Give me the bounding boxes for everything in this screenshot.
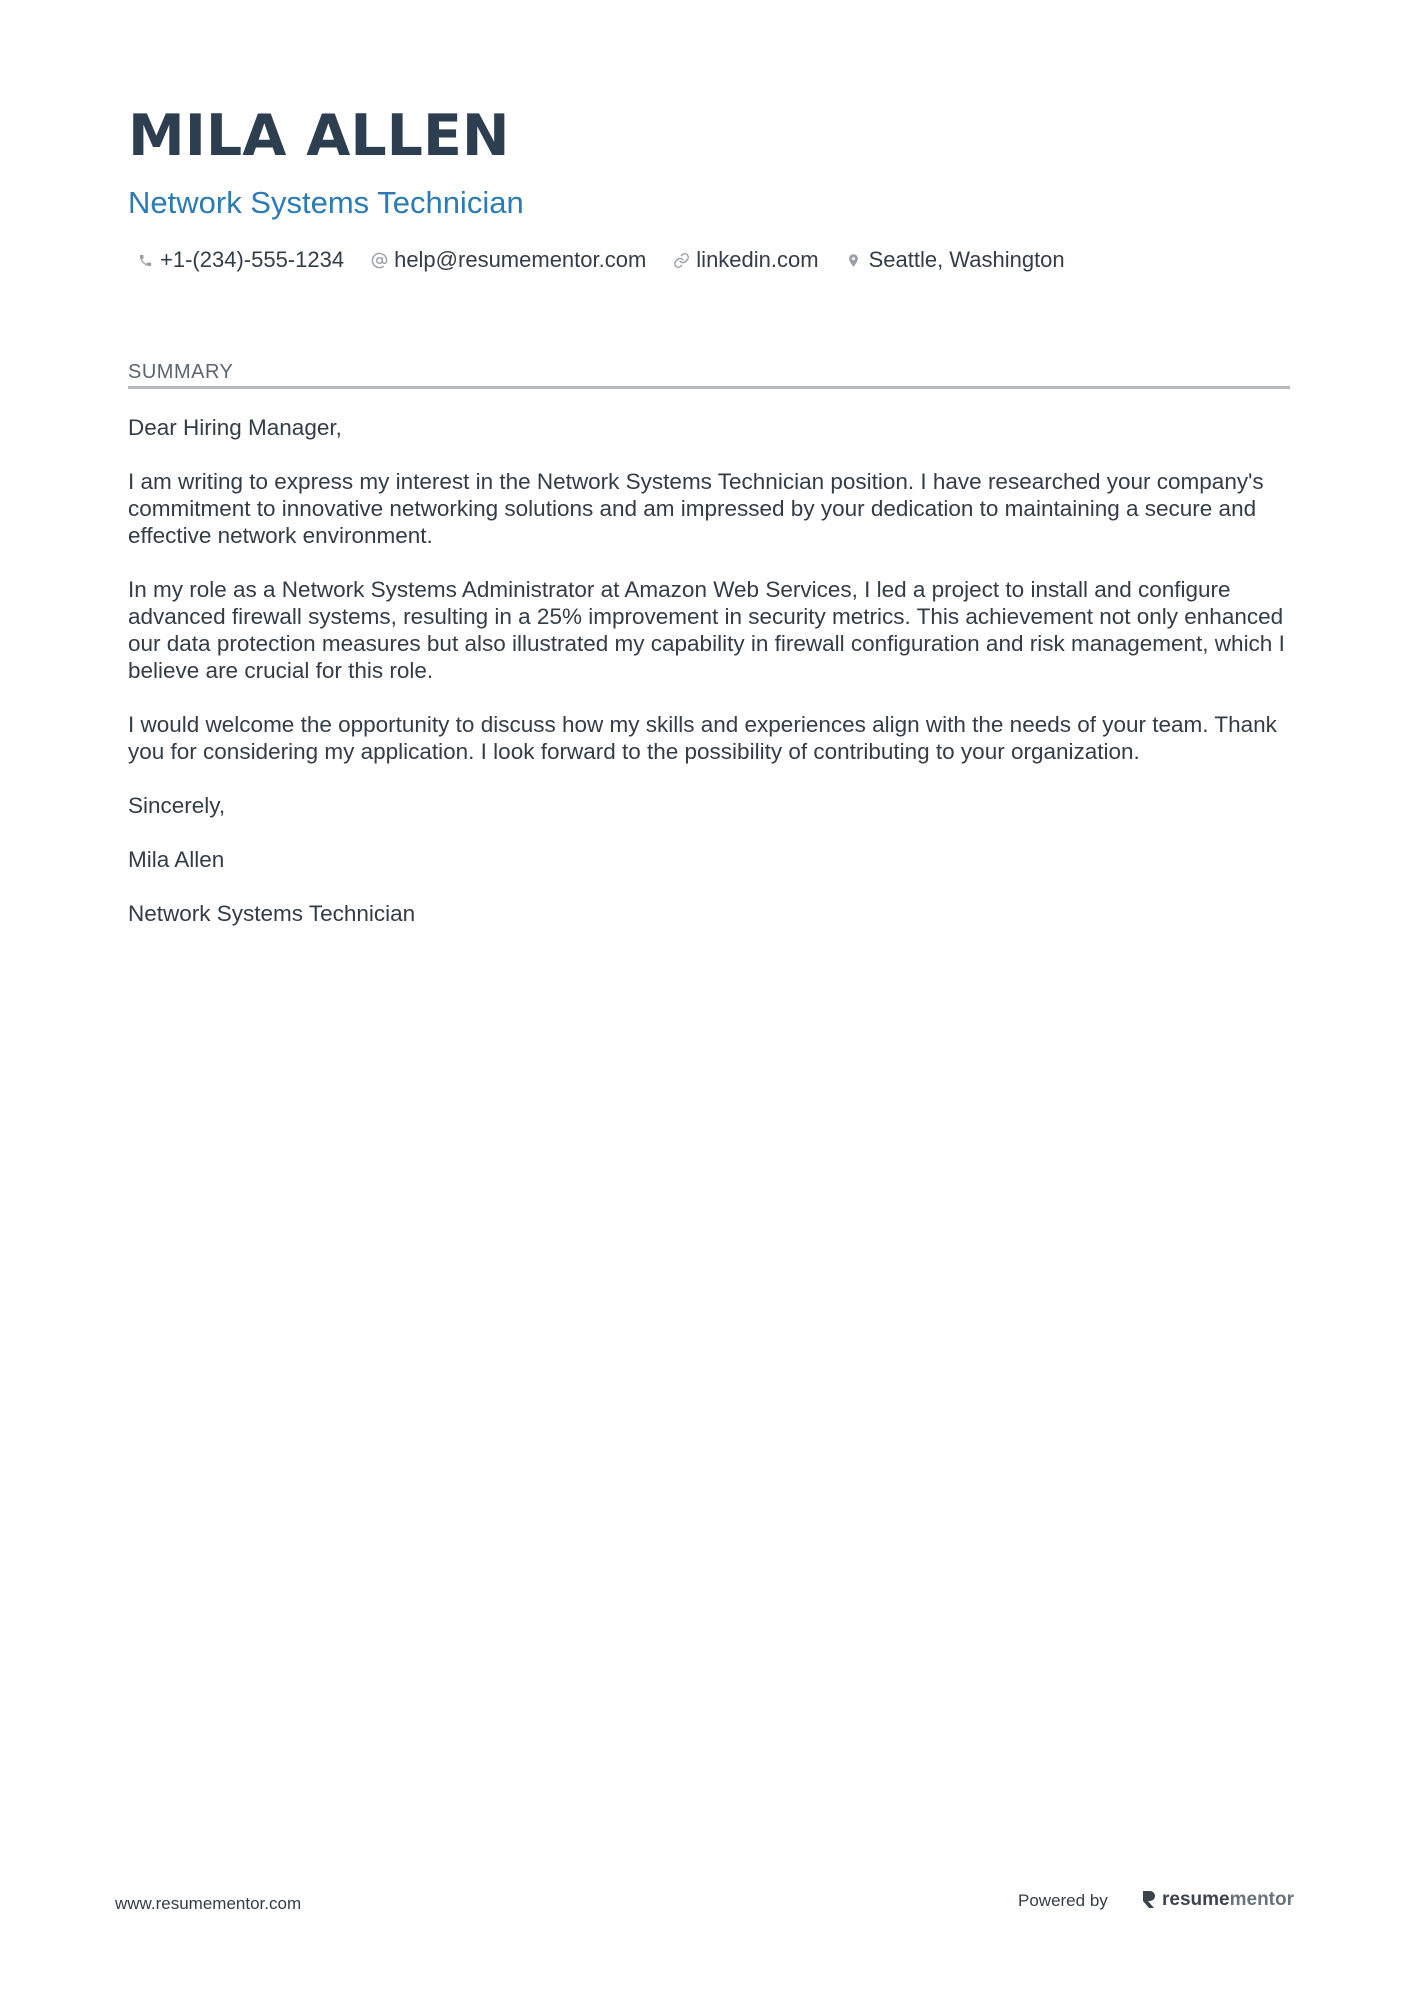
signature-name: Mila Allen <box>128 847 225 872</box>
contact-linkedin[interactable] <box>672 247 818 273</box>
resumementor-logo[interactable] <box>1142 1889 1294 1909</box>
phone-icon <box>136 251 154 269</box>
linkedin-text: linkedin.com <box>696 247 819 272</box>
location-text: Seattle, Washington <box>868 247 1065 272</box>
contact-phone[interactable] <box>136 247 344 273</box>
cover-letter-body <box>128 414 1290 954</box>
contact-email[interactable] <box>370 247 646 273</box>
letter-paragraph: I would welcome the opportunity to discuss how my skills and experiences align with the needs of your team. Thank you for considering my application. I look forward to the possibility of contributing to your organization. <box>128 712 1277 764</box>
closing: Sincerely, <box>128 793 226 818</box>
footer-website-link[interactable]: www.resumementor.com <box>115 1894 302 1913</box>
map-pin-icon <box>845 251 863 269</box>
signature-title: Network Systems Technician <box>128 901 416 926</box>
job-title: Network Systems Technician <box>128 185 524 220</box>
contact-bar <box>136 247 1091 273</box>
powered-by-label: Powered by <box>1018 1891 1108 1910</box>
resumementor-logo-icon <box>1142 1889 1158 1909</box>
section-divider <box>128 386 1290 389</box>
brand-text-resume: resume <box>1162 1888 1230 1910</box>
letter-paragraph: I am writing to express my interest in the Network Systems Technician position. I have researched your company's commitment to innovative networking solutions and am impressed by your dedication to maintaining a secure and effective network environment. <box>128 469 1264 548</box>
letter-paragraph: In my role as a Network Systems Administrator at Amazon Web Services, I led a project to install and configure advanced firewall systems, resulting in a 25% improvement in security metrics. This achievement not only enhanced our data protection measures but also illustrated my capability in firewall configuration and risk management, which I believe are crucial for this role. <box>128 577 1285 683</box>
phone-text: +1-(234)-555-1234 <box>160 247 345 272</box>
email-text: help@resumementor.com <box>394 247 647 272</box>
candidate-name: MILA ALLEN <box>128 103 510 169</box>
link-icon <box>672 251 690 269</box>
brand-text-mentor: mentor <box>1229 1888 1295 1910</box>
contact-location <box>845 247 1065 273</box>
greeting: Dear Hiring Manager, <box>128 415 342 440</box>
at-sign-icon <box>370 251 388 269</box>
summary-heading: SUMMARY <box>128 361 234 383</box>
